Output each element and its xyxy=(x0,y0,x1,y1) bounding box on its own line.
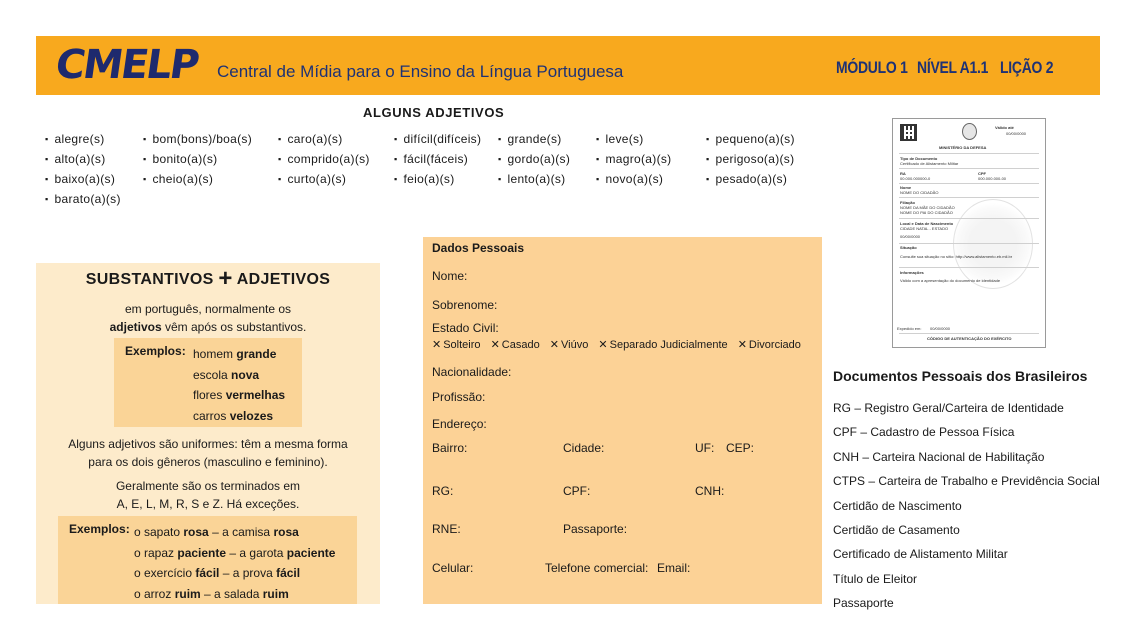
cert-info-label: Informações xyxy=(900,270,924,275)
cert-tipo-value: Certificado de Alistamento Militar xyxy=(900,161,959,166)
documento-item: Certidão de Nascimento xyxy=(833,498,962,513)
example-item xyxy=(134,584,335,605)
adjetivo-item: ▪ bonito(a)(s) xyxy=(143,150,252,170)
cert-situacao-value: Consulte sua situação no sítio: http://www.alistamento.eb.mil.br xyxy=(900,254,1013,259)
watermark-seal xyxy=(953,199,1033,289)
adjetivo-item: ▪ novo(a)(s) xyxy=(596,170,671,190)
example-sep: – a garota xyxy=(226,545,287,560)
cert-divider xyxy=(899,168,1039,169)
checkbox-x-icon: ✕ xyxy=(737,339,747,351)
example-sep: – a camisa xyxy=(208,525,274,539)
certificado-alistamento-image xyxy=(892,118,1046,348)
cert-local-label: Local e Data de Nascimento xyxy=(900,221,954,226)
cert-expedicao-data: 00/00/0000 xyxy=(930,326,951,331)
documento-item: CNH – Carteira Nacional de Habilitação xyxy=(833,449,1045,464)
adjetivo-item: ▪ alegre(s) xyxy=(45,130,121,150)
intro-line-1: em português, normalmente os xyxy=(124,302,292,316)
cert-filiacao-label: Filiação xyxy=(900,200,915,205)
example-m-adj: rosa xyxy=(183,525,209,539)
example-f-adj: paciente xyxy=(286,545,336,560)
cert-divider xyxy=(899,197,1039,198)
example-m-adj: fácil xyxy=(195,566,220,580)
nome-field[interactable]: Nome: xyxy=(432,269,468,283)
cert-divider xyxy=(899,218,1039,219)
adjetivo-item: ▪ gordo(a)(s) xyxy=(498,150,570,170)
example-m: o rapaz xyxy=(134,545,178,560)
title-adjetivos: ADJETIVOS xyxy=(236,271,331,288)
example-adj: nova xyxy=(231,367,260,382)
adjetivo-item: ▪ lento(a)(s) xyxy=(498,170,570,190)
option-label: Casado xyxy=(501,339,540,351)
adjetivo-item: ▪ leve(s) xyxy=(596,130,671,150)
example-adj: grande xyxy=(236,347,277,361)
cidade-field[interactable]: Cidade: xyxy=(563,441,605,455)
documento-item: CPF – Cadastro de Pessoa Física xyxy=(833,425,1015,440)
adjetivos-column-7 xyxy=(706,130,795,190)
rne-field[interactable]: RNE: xyxy=(432,522,461,536)
option-divorciado[interactable] xyxy=(738,339,801,351)
cert-divider xyxy=(899,243,1039,244)
documento-item: Certificado de Alistamento Militar xyxy=(833,547,1008,562)
cert-nome-value: NOME DO CIDADÃO xyxy=(900,190,939,195)
documentos-list xyxy=(833,396,1100,616)
endereco-field[interactable]: Endereço: xyxy=(432,417,487,431)
cert-info-value: Válido com a apresentação do documento de identidade xyxy=(900,278,1001,283)
cert-ra-label: RA xyxy=(900,171,906,176)
adjetivo-item: ▪ pesado(a)(s) xyxy=(706,170,795,190)
example-f-adj: fácil xyxy=(276,566,301,580)
dados-pessoais-form xyxy=(423,237,822,604)
cert-divider xyxy=(899,153,1039,154)
examples-list-1 xyxy=(193,344,285,426)
option-label: Viúvo xyxy=(561,339,589,351)
adjetivo-item: ▪ fácil(fáceis) xyxy=(394,150,481,170)
cert-ra-value: 00.000.000000-0 xyxy=(900,176,931,181)
checkbox-x-icon: ✕ xyxy=(432,339,442,351)
documento-item: RG – Registro Geral/Carteira de Identidade xyxy=(833,401,1064,415)
cert-codigo: CÓDIGO DE AUTENTICAÇÃO DO EXÉRCITO xyxy=(927,336,1012,341)
adjetivo-item: ▪ baixo(a)(s) xyxy=(45,170,121,190)
example-item xyxy=(193,365,285,386)
estado-civil-label: Estado Civil: xyxy=(432,321,499,335)
adjetivo-item: ▪ magro(a)(s) xyxy=(596,150,671,170)
cert-ministerio: MINISTÉRIO DA DEFESA xyxy=(939,145,987,150)
title-substantivos: SUBSTANTIVOS xyxy=(85,271,214,288)
rg-field[interactable]: RG: xyxy=(432,484,454,498)
uniform-line-3: Geralmente são os terminados em xyxy=(115,479,301,493)
adjetivo-item: ▪ barato(a)(s) xyxy=(45,190,121,210)
profissao-field[interactable]: Profissão: xyxy=(432,390,486,404)
sobrenome-field[interactable]: Sobrenome: xyxy=(432,298,498,312)
option-solteiro[interactable] xyxy=(432,339,481,351)
cert-divider xyxy=(899,183,1039,184)
example-noun: escola xyxy=(193,367,232,382)
cert-tipo-label: Tipo de Documento xyxy=(900,156,938,161)
adjetivos-column-5 xyxy=(498,130,570,190)
adjetivo-item: ▪ difícil(difíceis) xyxy=(394,130,481,150)
documento-item: Título de Eleitor xyxy=(833,571,918,586)
examples-box-1 xyxy=(114,338,302,427)
nav-nivel[interactable]: NÍVEL A1.1 xyxy=(917,58,989,77)
examples-label: Exemplos: xyxy=(69,522,130,536)
checkbox-x-icon: ✕ xyxy=(490,339,500,351)
cert-divider xyxy=(899,333,1039,334)
cnh-field[interactable]: CNH: xyxy=(695,484,725,498)
option-label: Separado Judicialmente xyxy=(609,339,728,351)
adjetivos-column-3 xyxy=(278,130,370,190)
adjetivo-item: ▪ curto(a)(s) xyxy=(278,170,370,190)
cert-pai: NOME DO PAI DO CIDADÃO xyxy=(900,210,953,215)
example-f-adj: rosa xyxy=(273,525,299,539)
substantivos-adjetivos-panel xyxy=(36,263,380,604)
adjetivo-item: ▪ pequeno(a)(s) xyxy=(706,130,795,150)
documentos-title: Documentos Pessoais dos Brasileiros xyxy=(833,368,1088,384)
documento-item: CTPS – Carteira de Trabalho e Previdência Social xyxy=(833,474,1100,489)
option-casado[interactable] xyxy=(491,339,540,351)
nacionalidade-field[interactable]: Nacionalidade: xyxy=(432,365,512,379)
example-f-adj: ruim xyxy=(262,586,289,601)
examples-list-2 xyxy=(134,522,335,604)
cep-field[interactable]: CEP: xyxy=(726,441,755,455)
adjetivo-item: ▪ comprido(a)(s) xyxy=(278,150,370,170)
nav-modulo[interactable]: MÓDULO 1 xyxy=(836,58,908,77)
intro-line-2-rest: vêm após os substantivos. xyxy=(161,320,307,334)
option-label: Divorciado xyxy=(748,339,801,351)
checkbox-x-icon: ✕ xyxy=(549,339,559,351)
example-m-adj: ruim xyxy=(174,586,201,601)
example-item xyxy=(193,385,285,406)
option-viuvo[interactable] xyxy=(550,339,589,351)
example-item xyxy=(134,543,335,564)
example-adj: velozes xyxy=(229,408,274,423)
adjetivo-item: ▪ grande(s) xyxy=(498,130,570,150)
cert-situacao-label: Situação xyxy=(900,245,917,250)
adjetivos-column-4 xyxy=(394,130,481,190)
intro-bold-word: adjetivos xyxy=(109,320,162,334)
nav-licao[interactable]: LIÇÃO 2 xyxy=(1000,58,1054,77)
intro-line-2 xyxy=(36,318,380,336)
example-m: o exercício xyxy=(134,566,196,580)
adjetivo-item: ▪ bom(bons)/boa(s) xyxy=(143,130,252,150)
documento-item: Certidão de Casamento xyxy=(833,523,960,538)
example-sep: – a salada xyxy=(200,586,263,601)
uf-field[interactable]: UF: xyxy=(695,441,715,455)
estado-civil-options xyxy=(432,338,808,351)
adjetivo-item: ▪ perigoso(a)(s) xyxy=(706,150,795,170)
example-adj: vermelhas xyxy=(225,388,286,402)
cert-cpf-value: 000.000.000-00 xyxy=(978,176,1007,181)
uniform-line-1: Alguns adjetivos são uniformes: têm a mesma forma xyxy=(68,437,348,451)
adjetivo-item: ▪ caro(a)(s) xyxy=(278,130,370,150)
cert-valido-label: Válido até xyxy=(995,125,1014,130)
cert-nome-label: Nome xyxy=(900,185,912,190)
adjetivos-column-1 xyxy=(45,130,121,210)
telefone-comercial-field[interactable]: Telefone comercial: xyxy=(545,561,649,575)
cert-cpf-label: CPF xyxy=(978,171,986,176)
adjetivo-item: ▪ feio(a)(s) xyxy=(394,170,481,190)
example-item xyxy=(134,522,335,543)
adjetivo-item: ▪ alto(a)(s) xyxy=(45,150,121,170)
site-title: Central de Mídia para o Ensino da Língua Portuguesa xyxy=(217,62,624,81)
substantivos-title xyxy=(36,265,380,293)
cert-valido-data: 00/00/0000 xyxy=(1006,131,1027,136)
example-sep: – a prova xyxy=(219,566,277,580)
example-item xyxy=(193,344,285,365)
header-bar xyxy=(36,36,1100,95)
cert-divider xyxy=(899,267,1039,268)
adjetivo-item: ▪ cheio(a)(s) xyxy=(143,170,252,190)
form-title: Dados Pessoais xyxy=(432,241,525,255)
plus-sign: + xyxy=(218,265,233,292)
celular-field[interactable]: Celular: xyxy=(432,561,474,575)
checkbox-x-icon: ✕ xyxy=(598,339,608,351)
documento-item: Passaporte xyxy=(833,596,894,611)
cert-local-value: CIDADE NATAL - ESTADO xyxy=(900,226,949,231)
cert-expedicao-label: Expedido em: xyxy=(897,326,922,331)
uniform-line-2: para os dois gêneros (masculino e feminino). xyxy=(88,455,328,469)
email-field[interactable]: Email: xyxy=(657,561,691,575)
example-noun: flores xyxy=(193,388,226,402)
qr-code-icon xyxy=(900,124,917,141)
adjetivos-column-2 xyxy=(143,130,252,190)
example-m: o arroz xyxy=(134,586,175,601)
example-m-adj: paciente xyxy=(177,545,227,560)
example-noun: carros xyxy=(193,408,230,423)
example-item xyxy=(134,563,335,584)
example-m: o sapato xyxy=(134,525,184,539)
cert-data-nasc: 00/00/0000 xyxy=(900,234,921,239)
adjetivos-column-6 xyxy=(596,130,671,190)
cmelp-logo[interactable]: CMELP xyxy=(52,42,201,88)
uniform-line-4: A, E, L, M, R, S e Z. Há exceções. xyxy=(116,497,300,511)
example-item xyxy=(193,406,285,427)
examples-box-2 xyxy=(58,516,357,604)
examples-label: Exemplos: xyxy=(125,344,186,358)
cert-mae: NOME DA MÃE DO CIDADÃO xyxy=(900,205,955,210)
option-separado[interactable] xyxy=(598,339,727,351)
cpf-field[interactable]: CPF: xyxy=(563,484,591,498)
example-noun: homem xyxy=(193,347,237,361)
brasao-emblem-icon xyxy=(962,123,977,140)
passaporte-field[interactable]: Passaporte: xyxy=(563,522,628,536)
bairro-field[interactable]: Bairro: xyxy=(432,441,468,455)
option-label: Solteiro xyxy=(443,339,481,351)
adjetivos-title: ALGUNS ADJETIVOS xyxy=(363,105,505,120)
